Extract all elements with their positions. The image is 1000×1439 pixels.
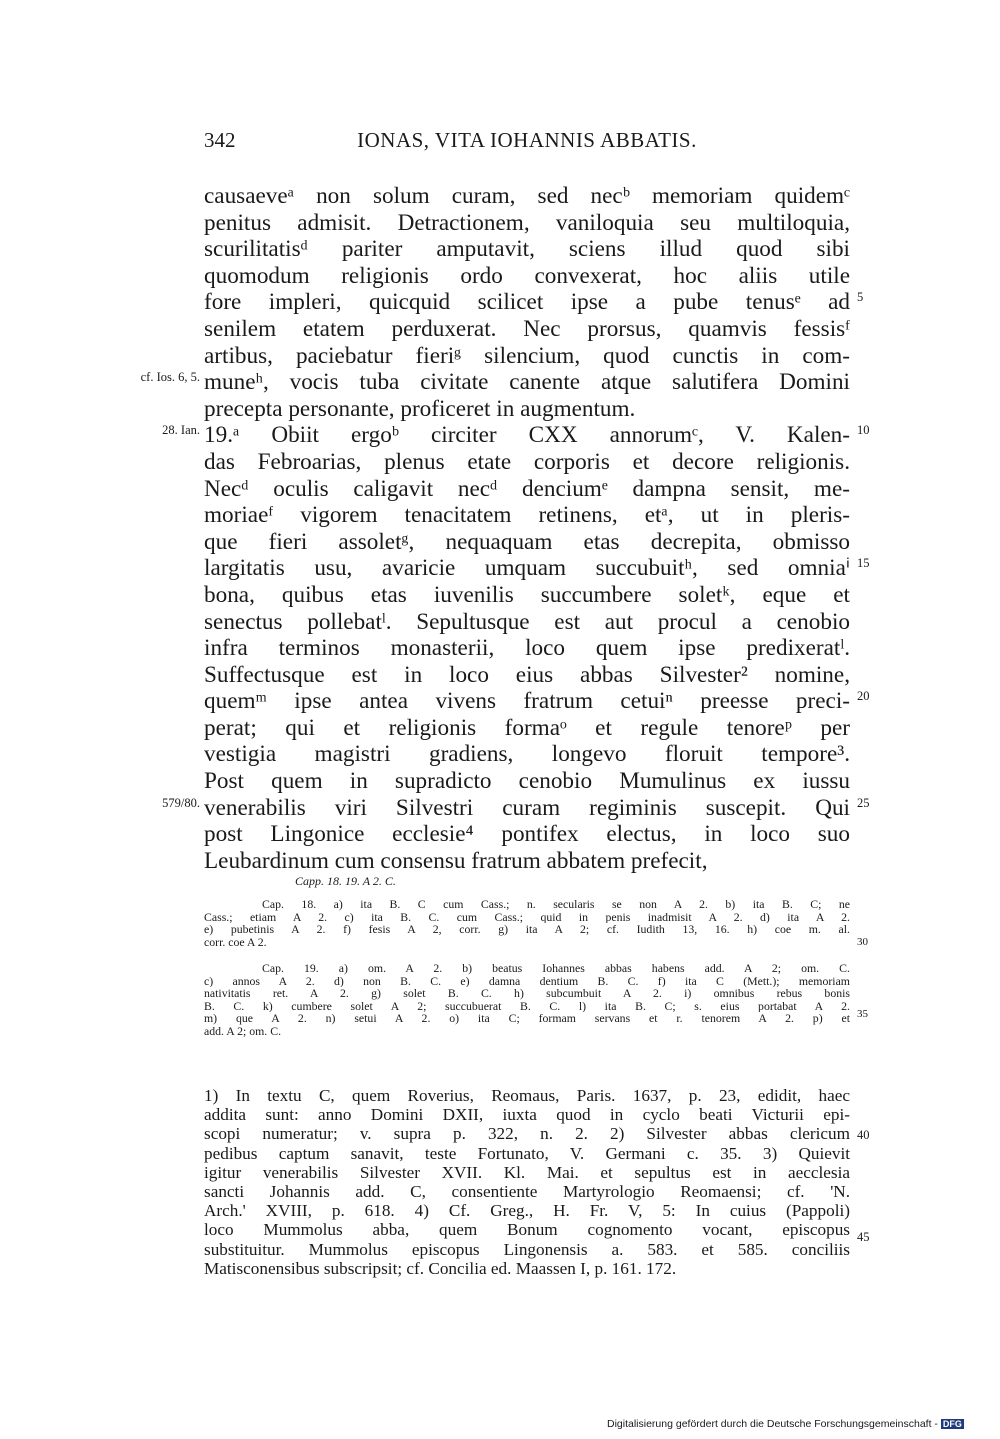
apparatus-line: corr. coe A 2. <box>204 935 267 949</box>
footnote-line: 1) In textu C, quem Roverius, Reomaus, Paris. 1637, p. 23, edidit, haec <box>204 1086 850 1105</box>
line-number: 5 <box>857 290 864 304</box>
text-line: infra terminos monasterii, loco quem ipse predixeratˡ. <box>204 635 850 662</box>
footnotes <box>204 1086 850 1278</box>
line-number: 40 <box>857 1128 870 1142</box>
line-number: 45 <box>857 1230 870 1244</box>
text-line: vestigia magistri gradiens, longevo floruit tempore³. <box>204 741 850 768</box>
footnote-line: addita sunt: anno Domini DXII, iuxta quod in cyclo beati Victurii epi- <box>204 1105 850 1125</box>
footnote-line: substituitur. Mummolus episcopus Lingonensis a. 583. et 585. conciliis <box>204 1239 850 1259</box>
text-line: scurilitatisᵈ pariter amputavit, sciens illud quod sibi <box>204 236 850 263</box>
text-line: que fieri assoletᵍ, nequaquam etas decrepita, obmisso <box>204 528 850 555</box>
text-line: causaeveᵃ non solum curam, sed necᵇ memoriam quidemᶜ <box>204 183 850 209</box>
footnote-line: igitur venerabilis Silvester XVII. Kl. Mai. et sepultus est in aecclesia <box>204 1162 850 1182</box>
text-line: Post quem in supradicto cenobio Mumulinus ex iussu <box>204 768 850 795</box>
apparatus-line: Cap. 19. a) om. A 2. b) beatus Iohannes abbas habens add. A 2; om. C. <box>262 962 850 975</box>
text-line: artibus, paciebatur fieriᵍ silencium, quod cunctis in com- <box>204 342 850 369</box>
footnote-line: Arch.' XVIII, p. 618. 4) Cf. Greg., H. Fr. V, 5: In cuius (Pappoli) <box>204 1201 850 1221</box>
dfg-logo: DFG <box>942 1419 962 1429</box>
margin-date: 28. Ian. <box>162 423 200 437</box>
apparatus-line: m) que A 2. n) setui A 2. o) ita C; formam servans et r. tenorem A 2. p) et <box>204 1012 850 1025</box>
credit-text: Digitalisierung gefördert durch die Deutsche Forschungsgemeinschaft - <box>607 1418 938 1430</box>
text-line: quemᵐ ipse antea vivens fratrum cetuiⁿ preesse preci- <box>204 688 850 715</box>
line-number: 35 <box>857 1008 868 1020</box>
margin-reference: cf. Ios. 6, 5. <box>140 370 200 384</box>
digitization-credit <box>607 1418 964 1430</box>
text-line: quomodum religionis ordo convexerat, hoc aliis utile <box>204 262 850 289</box>
line-number: 10 <box>857 423 870 437</box>
footnote-line: pedibus captum sanavit, teste Fortunato, V. Germani c. 35. 3) Quievit <box>204 1143 850 1163</box>
apparatus-line: add. A 2; om. C. <box>204 1024 282 1038</box>
apparatus-line: c) annos A 2. d) non B. C. e) damna dentium B. C. f) ita C (Mett.); memoriam <box>204 974 850 988</box>
line-number: 15 <box>857 556 870 570</box>
text-line: Suffectusque est in loco eius abbas Silvester² nomine, <box>204 661 850 688</box>
text-line: senectus pollebatˡ. Sepultusque est aut procul a cenobio <box>204 608 850 635</box>
apparatus-line: Cass.; etiam A 2. c) ita B. C. cum Cass.; quid in penis inadmisit A 2. d) ita A 2. <box>204 910 850 924</box>
line-number: 25 <box>857 796 870 810</box>
text-line: post Lingonice ecclesie⁴ pontifex electus, in loco suo <box>204 821 850 848</box>
apparatus-chapter-19 <box>204 962 850 1038</box>
text-line: moriaeᶠ vigorem tenacitatem retinens, etᵃ, ut in pleris- <box>204 502 850 529</box>
footnote-line: scopi numeratur; v. supra p. 322, n. 2. 2) Silvester abbas clericum <box>204 1124 850 1144</box>
apparatus-line: e) pubetinis A 2. f) fesis A 2, corr. g) ita A 2; cf. Iudith 13, 16. h) coe m. al. <box>204 923 850 936</box>
apparatus-line: nativitatis ret. A 2. g) solet B. C. h) subcumbuit A 2. i) omnibus rebus bonis <box>204 987 850 1000</box>
text-line: 19.ᵃ Obiit ergoᵇ circiter CXX annorumᶜ, V. Kalen- <box>204 422 850 449</box>
text-line: senilem etatem perduxerat. Nec prorsus, quamvis fessisᶠ <box>204 315 850 342</box>
text-line: penitus admisit. Detractionem, vaniloquia seu multiloquia, <box>204 209 850 236</box>
apparatus-line: B. C. k) cumbere solet A 2; succubuerat B. C. l) ita B. C; s. eius portabat A 2. <box>204 999 850 1013</box>
page-number: 342 <box>204 128 236 152</box>
running-title: IONAS, VITA IOHANNIS ABBATIS. <box>357 128 697 152</box>
apparatus-caption: Capp. 18. 19. A 2. C. <box>295 874 396 888</box>
text-line: largitatis usu, avaricie umquam succubuitʰ, sed omniaⁱ <box>204 555 850 582</box>
footnote-line: Matisconensibus subscripsit; cf. Concilia ed. Maassen I, p. 161. 172. <box>204 1258 677 1278</box>
text-line: Necᵈ oculis caligavit necᵈ denciumᵉ dampna sensit, me- <box>204 475 850 502</box>
text-line: das Febroarias, plenus etate corporis et decore religionis. <box>204 448 850 475</box>
text-line: venerabilis viri Silvestri curam regiminis suscepit. Qui <box>204 794 850 821</box>
line-number: 30 <box>857 936 868 948</box>
margin-date: 579/80. <box>162 796 200 810</box>
text-line: perat; qui et religionis formaᵒ et regule tenoreᵖ per <box>204 714 850 741</box>
footnote-line: sancti Johannis add. C, consentiente Martyrologio Reomaensi; cf. 'N. <box>204 1181 850 1201</box>
main-text <box>204 183 850 874</box>
text-line: precepta personante, proficeret in augmentum. <box>204 395 636 422</box>
line-number: 20 <box>857 689 870 703</box>
text-line: Leubardinum cum consensu fratrum abbatem prefecit, <box>204 847 708 874</box>
text-line: bona, quibus etas iuvenilis succumbere soletᵏ, eque et <box>204 581 850 608</box>
footnote-line: loco Mummolus abba, quem Bonum cognomento vocant, episcopus <box>204 1220 850 1240</box>
text-line: muneʰ, vocis tuba civitate canente atque salutifera Domini <box>204 369 850 396</box>
apparatus-line: Cap. 18. a) ita B. C cum Cass.; n. secularis se non A 2. b) ita B. C; ne <box>262 898 850 911</box>
apparatus-chapter-18 <box>204 898 850 948</box>
text-line: fore impleri, quicquid scilicet ipse a pube tenusᵉ ad <box>204 289 850 316</box>
